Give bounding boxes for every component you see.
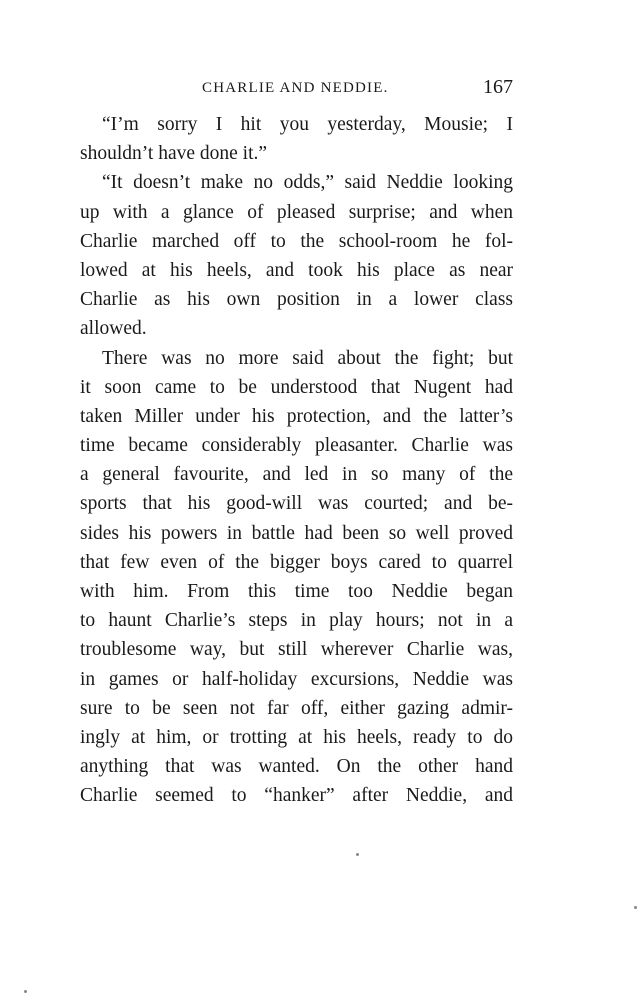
page-number: 167 (483, 76, 513, 98)
text-line: lowed at his heels, and took his place as near (80, 259, 513, 281)
text-line: anything that was wanted. On the other hand (80, 756, 513, 778)
text-line: “It doesn’t make no odds,” said Neddie looking (102, 172, 513, 194)
scan-speck (356, 853, 359, 856)
text-line: that few even of the bigger boys cared to quarrel (80, 551, 513, 573)
text-line: There was no more said about the fight; but (102, 347, 513, 369)
text-line: taken Miller under his protection, and the latter’s (80, 405, 513, 427)
text-line: “I’m sorry I hit you yesterday, Mousie; I (102, 114, 513, 135)
text-line: troublesome way, but still wherever Charlie was, (80, 639, 513, 661)
text-line: a general favourite, and led in so many of the (80, 464, 513, 486)
text-line: with him. From this time too Neddie began (80, 581, 513, 602)
text-line: Charlie marched off to the school-room he fol- (80, 230, 513, 252)
text-line: shouldn’t have done it.” (80, 143, 268, 165)
text-line: sports that his good-will was courted; and be- (80, 493, 513, 515)
text-line: to haunt Charlie’s steps in play hours; not in a (80, 610, 513, 632)
scan-speck (634, 906, 637, 909)
text-line: sides his powers in battle had been so well proved (80, 522, 513, 544)
text-line: it soon came to be understood that Nugent had (80, 376, 513, 398)
running-head (80, 76, 513, 102)
scan-speck (24, 990, 27, 993)
text-line: up with a glance of pleased surprise; and when (80, 201, 513, 223)
text-line: ingly at him, or trotting at his heels, ready to do (80, 726, 513, 748)
text-line: in games or half-holiday excursions, Neddie was (80, 668, 513, 690)
text-line: Charlie seemed to “hanker” after Neddie, and (80, 785, 513, 807)
text-line: allowed. (80, 318, 147, 340)
running-title: CHARLIE AND NEDDIE. (202, 80, 389, 96)
text-line: sure to be seen not far off, either gazing admir- (80, 697, 513, 719)
text-line: time became considerably pleasanter. Charlie was (80, 435, 513, 457)
text-line: Charlie as his own position in a lower class (80, 289, 513, 311)
body-text (80, 110, 513, 811)
